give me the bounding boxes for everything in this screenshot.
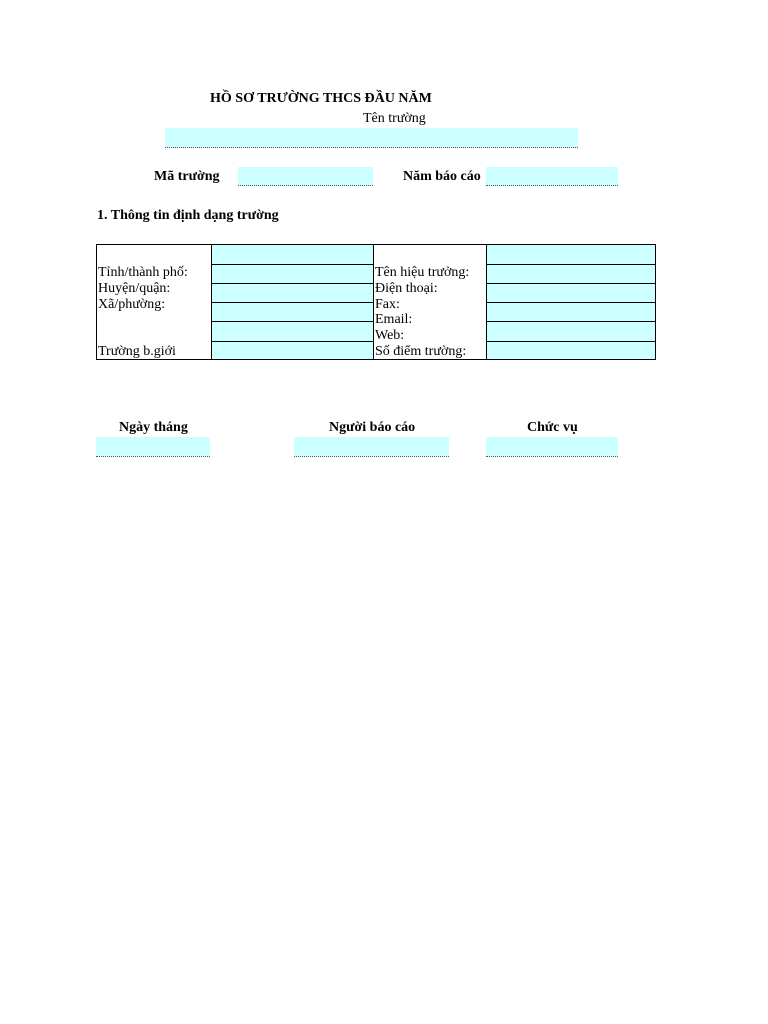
principal-name-input[interactable]: [487, 265, 655, 284]
school-info-table: [96, 244, 656, 360]
section-heading: 1. Thông tin định dạng trường: [97, 208, 279, 223]
fax-label: Fax:: [375, 297, 400, 312]
position-label: Chức vụ: [527, 420, 578, 435]
phone-label: Điện thoại:: [375, 281, 438, 296]
border-school-input[interactable]: [212, 342, 373, 359]
date-label: Ngày tháng: [119, 420, 188, 435]
email-label: Email:: [375, 312, 413, 327]
reporter-label: Người báo cáo: [329, 420, 416, 435]
school-name-input[interactable]: [165, 128, 578, 148]
school-code-input[interactable]: [238, 167, 373, 186]
report-year-label: Năm báo cáo: [403, 169, 481, 184]
right-input-cell[interactable]: [487, 245, 655, 265]
ward-label: Xã/phường:: [98, 297, 166, 312]
reporter-input[interactable]: [294, 437, 449, 457]
border-school-label: Trường b.giới: [98, 344, 176, 359]
province-input[interactable]: [212, 265, 373, 284]
district-label: Huyện/quận:: [98, 281, 171, 296]
left-input-cell[interactable]: [212, 322, 373, 342]
school-name-label: Tên trường: [363, 111, 426, 126]
report-year-input[interactable]: [486, 167, 618, 186]
web-label: Web:: [375, 328, 405, 343]
school-code-label: Mã trường: [154, 169, 220, 184]
position-input[interactable]: [486, 437, 618, 457]
fax-input[interactable]: [487, 303, 655, 322]
page-title: HỒ SƠ TRƯỜNG THCS ĐẦU NĂM: [210, 91, 432, 106]
district-input[interactable]: [212, 284, 373, 303]
left-input-cell[interactable]: [212, 245, 373, 265]
phone-input[interactable]: [487, 284, 655, 303]
ward-input[interactable]: [212, 303, 373, 322]
date-input[interactable]: [96, 437, 210, 457]
principal-name-label: Tên hiệu trưởng:: [375, 265, 470, 280]
school-points-label: Số điểm trường:: [375, 344, 467, 359]
table-divider: [373, 245, 374, 359]
province-label: Tỉnh/thành phố:: [98, 265, 188, 280]
email-input[interactable]: [487, 322, 655, 342]
school-points-input[interactable]: [487, 342, 655, 359]
